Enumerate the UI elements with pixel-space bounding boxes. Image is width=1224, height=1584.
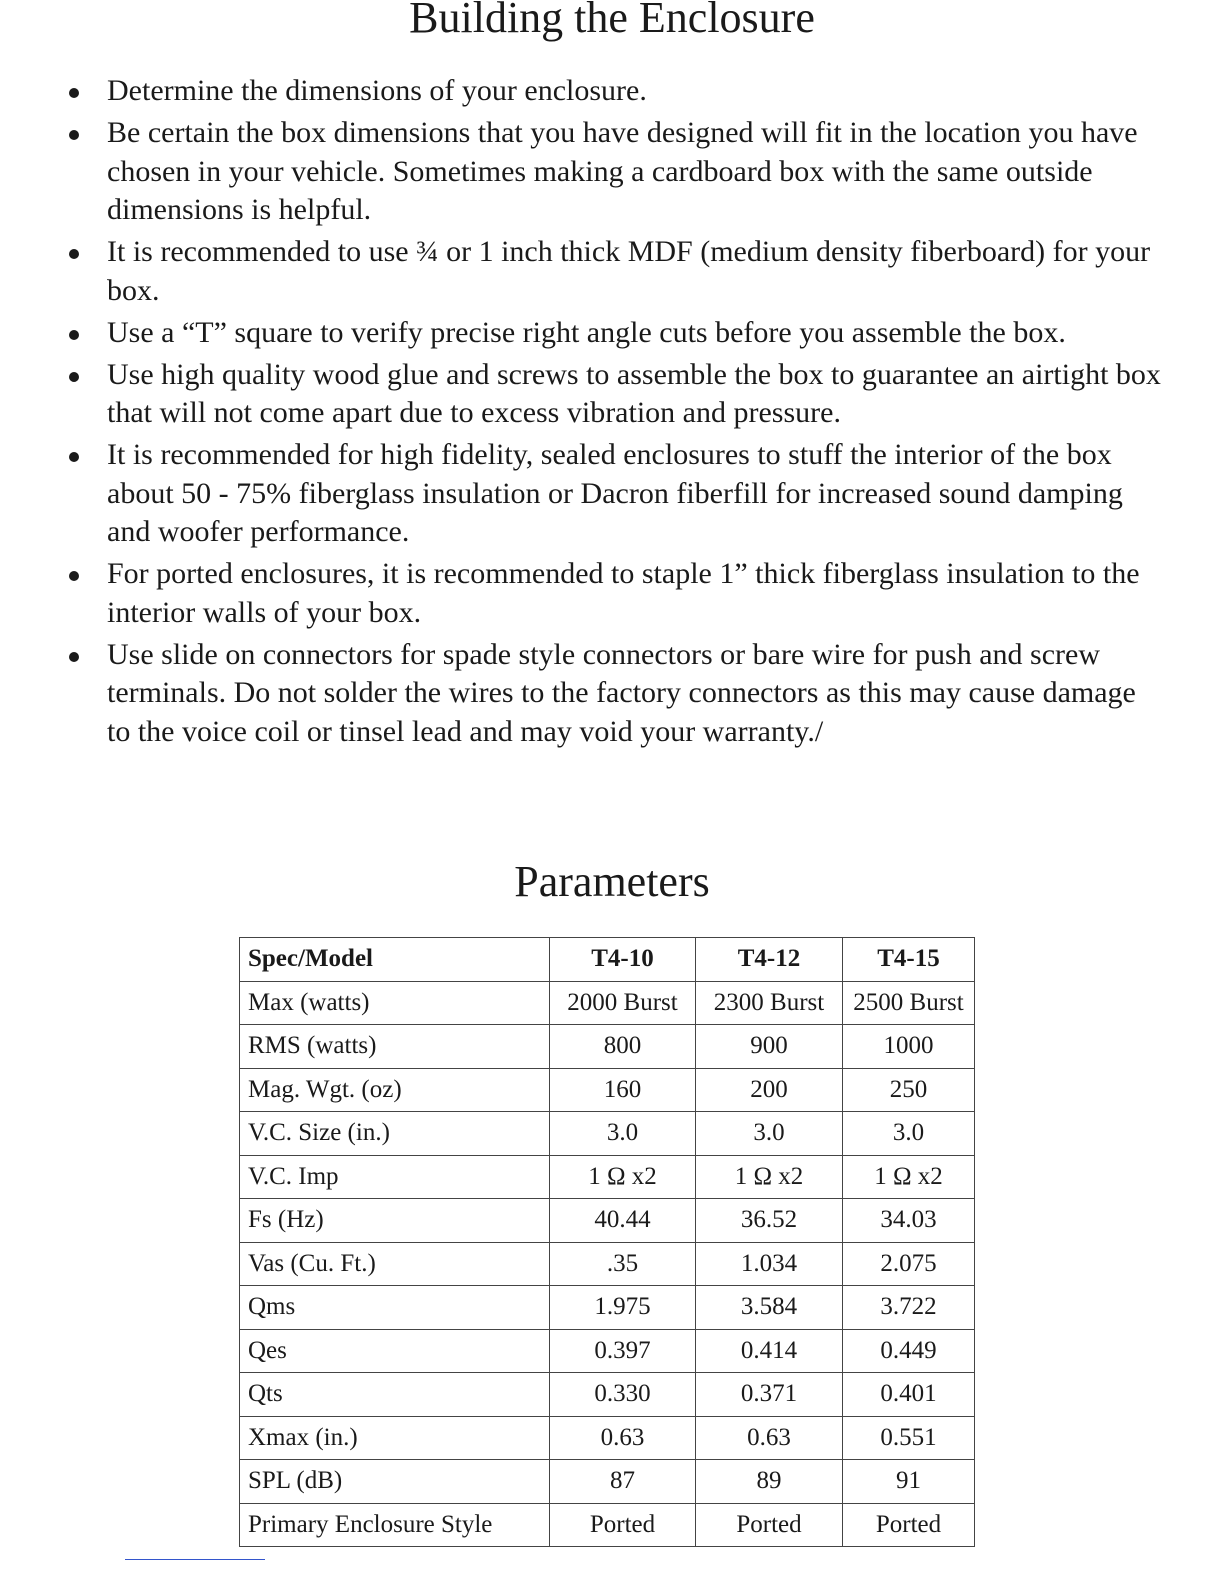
list-item <box>0 72 1224 111</box>
list-item <box>0 233 1224 310</box>
instruction-text: It is recommended to use ¾ or 1 inch thick MDF (medium density fiberboard) for your box. <box>107 235 1151 307</box>
spec-value: 1000 <box>843 1025 975 1069</box>
table-header-row <box>240 938 975 982</box>
link-underline-fragment <box>125 1559 265 1560</box>
spec-value: Ported <box>696 1503 843 1547</box>
spec-value: 1 Ω x2 <box>696 1155 843 1199</box>
spec-value: 3.722 <box>843 1286 975 1330</box>
bullet-icon <box>69 130 79 140</box>
spec-value: 2300 Burst <box>696 981 843 1025</box>
instruction-text: Use a “T” square to verify precise right angle cuts before you assemble the box. <box>107 315 1066 349</box>
table-row <box>240 1025 975 1069</box>
list-item <box>0 114 1224 230</box>
spec-value: 200 <box>696 1068 843 1112</box>
spec-value: 3.0 <box>843 1112 975 1156</box>
spec-value: .35 <box>550 1242 696 1286</box>
bullet-icon <box>69 372 79 382</box>
spec-value: Ported <box>843 1503 975 1547</box>
spec-value: 2.075 <box>843 1242 975 1286</box>
spec-value: 2000 Burst <box>550 981 696 1025</box>
table-row <box>240 1329 975 1373</box>
instruction-text: Determine the dimensions of your enclosure. <box>107 74 647 107</box>
spec-value: 3.0 <box>550 1112 696 1156</box>
header-t4-12: T4-12 <box>696 938 843 982</box>
spec-value: 1.975 <box>550 1286 696 1330</box>
spec-value: 34.03 <box>843 1199 975 1243</box>
list-item <box>0 555 1224 632</box>
spec-value: 160 <box>550 1068 696 1112</box>
list-item <box>0 436 1224 552</box>
spec-value: 250 <box>843 1068 975 1112</box>
bullet-icon <box>69 330 79 340</box>
table-row <box>240 1460 975 1504</box>
spec-label: Max (watts) <box>240 981 550 1025</box>
instruction-text: Use high quality wood glue and screws to assemble the box to guarantee an airtight box that will not come apart due to excess vibration and pressure. <box>107 357 1161 429</box>
spec-value: 2500 Burst <box>843 981 975 1025</box>
spec-label: Fs (Hz) <box>240 1199 550 1243</box>
table-row <box>240 981 975 1025</box>
spec-value: 87 <box>550 1460 696 1504</box>
list-item <box>0 356 1224 433</box>
spec-value: Ported <box>550 1503 696 1547</box>
header-t4-15: T4-15 <box>843 938 975 982</box>
bullet-icon <box>69 571 79 581</box>
spec-value: 0.371 <box>696 1373 843 1417</box>
table-row <box>240 1286 975 1330</box>
spec-value: 0.449 <box>843 1329 975 1373</box>
spec-label: Vas (Cu. Ft.) <box>240 1242 550 1286</box>
page-title: Building the Enclosure <box>409 0 815 42</box>
table-row <box>240 1199 975 1243</box>
spec-label: Qts <box>240 1373 550 1417</box>
table-row <box>240 1373 975 1417</box>
spec-value: 0.330 <box>550 1373 696 1417</box>
header-spec-model: Spec/Model <box>240 938 550 982</box>
spec-label: RMS (watts) <box>240 1025 550 1069</box>
table-row <box>240 1416 975 1460</box>
spec-value: 1 Ω x2 <box>550 1155 696 1199</box>
spec-label: Xmax (in.) <box>240 1416 550 1460</box>
spec-value: 800 <box>550 1025 696 1069</box>
spec-value: 0.401 <box>843 1373 975 1417</box>
spec-value: 36.52 <box>696 1199 843 1243</box>
bullet-icon <box>69 452 79 462</box>
bullet-icon <box>69 249 79 259</box>
spec-value: 900 <box>696 1025 843 1069</box>
spec-value: 91 <box>843 1460 975 1504</box>
instruction-text: Use slide on connectors for spade style connectors or bare wire for push and screw terminals. Do not solder the wires to the factory connectors as this may cause damage to the voice coil or tinsel lead and may void your warranty./ <box>107 637 1136 748</box>
table-row <box>240 1112 975 1156</box>
table-row <box>240 1242 975 1286</box>
spec-value: 0.63 <box>550 1416 696 1460</box>
spec-label: Primary Enclosure Style <box>240 1503 550 1547</box>
table-row <box>240 1155 975 1199</box>
bullet-icon <box>69 652 79 662</box>
table-row <box>240 1068 975 1112</box>
list-item <box>0 314 1224 353</box>
spec-label: Qes <box>240 1329 550 1373</box>
bullet-icon <box>69 88 79 98</box>
spec-label: SPL (dB) <box>240 1460 550 1504</box>
list-item <box>0 636 1224 752</box>
instruction-text: For ported enclosures, it is recommended to staple 1” thick fiberglass insulation to the interior walls of your box. <box>107 557 1140 629</box>
spec-value: 3.584 <box>696 1286 843 1330</box>
spec-value: 0.551 <box>843 1416 975 1460</box>
table-row <box>240 1503 975 1547</box>
spec-value: 0.63 <box>696 1416 843 1460</box>
spec-value: 89 <box>696 1460 843 1504</box>
spec-label: V.C. Imp <box>240 1155 550 1199</box>
spec-label: V.C. Size (in.) <box>240 1112 550 1156</box>
spec-value: 1 Ω x2 <box>843 1155 975 1199</box>
spec-label: Qms <box>240 1286 550 1330</box>
spec-value: 0.397 <box>550 1329 696 1373</box>
spec-value: 0.414 <box>696 1329 843 1373</box>
instruction-text: Be certain the box dimensions that you have designed will fit in the location you have chosen in your vehicle. Sometimes making a cardboard box with the same outside dimensions is helpful. <box>107 116 1138 226</box>
parameters-title: Parameters <box>514 857 710 906</box>
spec-label: Mag. Wgt. (oz) <box>240 1068 550 1112</box>
parameters-table <box>239 937 975 1547</box>
instruction-list <box>0 72 1224 755</box>
spec-value: 1.034 <box>696 1242 843 1286</box>
spec-value: 3.0 <box>696 1112 843 1156</box>
spec-value: 40.44 <box>550 1199 696 1243</box>
instruction-text: It is recommended for high fidelity, sealed enclosures to stuff the interior of the box about 50 - 75% fiberglass insulation or Dacron fiberfill for increased sound damping and woofer performance. <box>107 438 1123 548</box>
header-t4-10: T4-10 <box>550 938 696 982</box>
